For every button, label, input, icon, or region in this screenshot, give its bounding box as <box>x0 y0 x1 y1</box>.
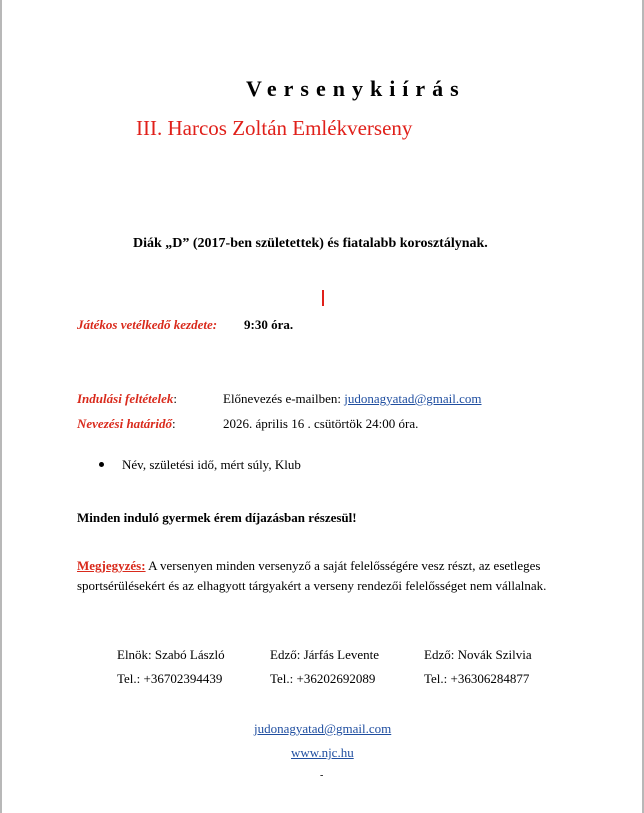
page-border-left <box>0 0 2 813</box>
conditions-label: Indulási feltételek <box>77 391 174 406</box>
remark-text: A versenyen minden versenyző a saját felelősségére vesz részt, az esetleges sportsérülésekért és az elhagyott tárgyakért a verseny rendezői felelősséget nem vállalnak. <box>77 558 547 593</box>
text-cursor <box>322 290 324 306</box>
start-value: 9:30 óra. <box>244 317 294 332</box>
deadline-colon: : <box>171 416 176 431</box>
conditions-text-row <box>223 391 482 407</box>
bullet-item: Név, születési idő, mért súly, Klub <box>122 457 301 472</box>
footer-email-link[interactable]: judonagyatad@gmail.com <box>254 721 392 736</box>
conditions-text: Előnevezés e-mailben: <box>223 391 345 406</box>
age-group: Diák „D” (2017-ben születettek) és fiatalabb korosztálynak. <box>133 236 488 251</box>
document-title: Versenykiírás <box>246 76 466 101</box>
contact-phone-3: Tel.: +36306284877 <box>424 671 530 686</box>
contact-phone-1: Tel.: +36702394439 <box>117 671 223 686</box>
conditions-colon: : <box>173 391 178 406</box>
conditions-email-link[interactable]: judonagyatad@gmail.com <box>344 391 482 406</box>
bullet-icon <box>99 462 104 467</box>
footer-dash: - <box>320 770 324 781</box>
contact-role-2: Edző: Járfás Levente <box>270 647 380 662</box>
remark-paragraph <box>77 556 577 596</box>
footer-website-link[interactable]: www.njc.hu <box>291 745 354 760</box>
deadline-label-row <box>77 416 176 432</box>
deadline-text: 2026. április 16 . csütörtök 24:00 óra. <box>223 416 419 431</box>
remark-label: Megjegyzés: <box>77 558 146 573</box>
contact-phone-2: Tel.: +36202692089 <box>270 671 376 686</box>
deadline-label: Nevezési határidő <box>77 416 172 431</box>
contact-role-3: Edző: Novák Szilvia <box>424 647 532 662</box>
contact-role-1: Elnök: Szabó László <box>117 647 225 662</box>
document-subtitle: III. Harcos Zoltán Emlékverseny <box>136 116 413 140</box>
conditions-label-row <box>77 391 177 407</box>
medal-note: Minden induló gyermek érem díjazásban részesül! <box>77 510 357 525</box>
start-label: Játékos vetélkedő kezdete: <box>77 317 218 332</box>
